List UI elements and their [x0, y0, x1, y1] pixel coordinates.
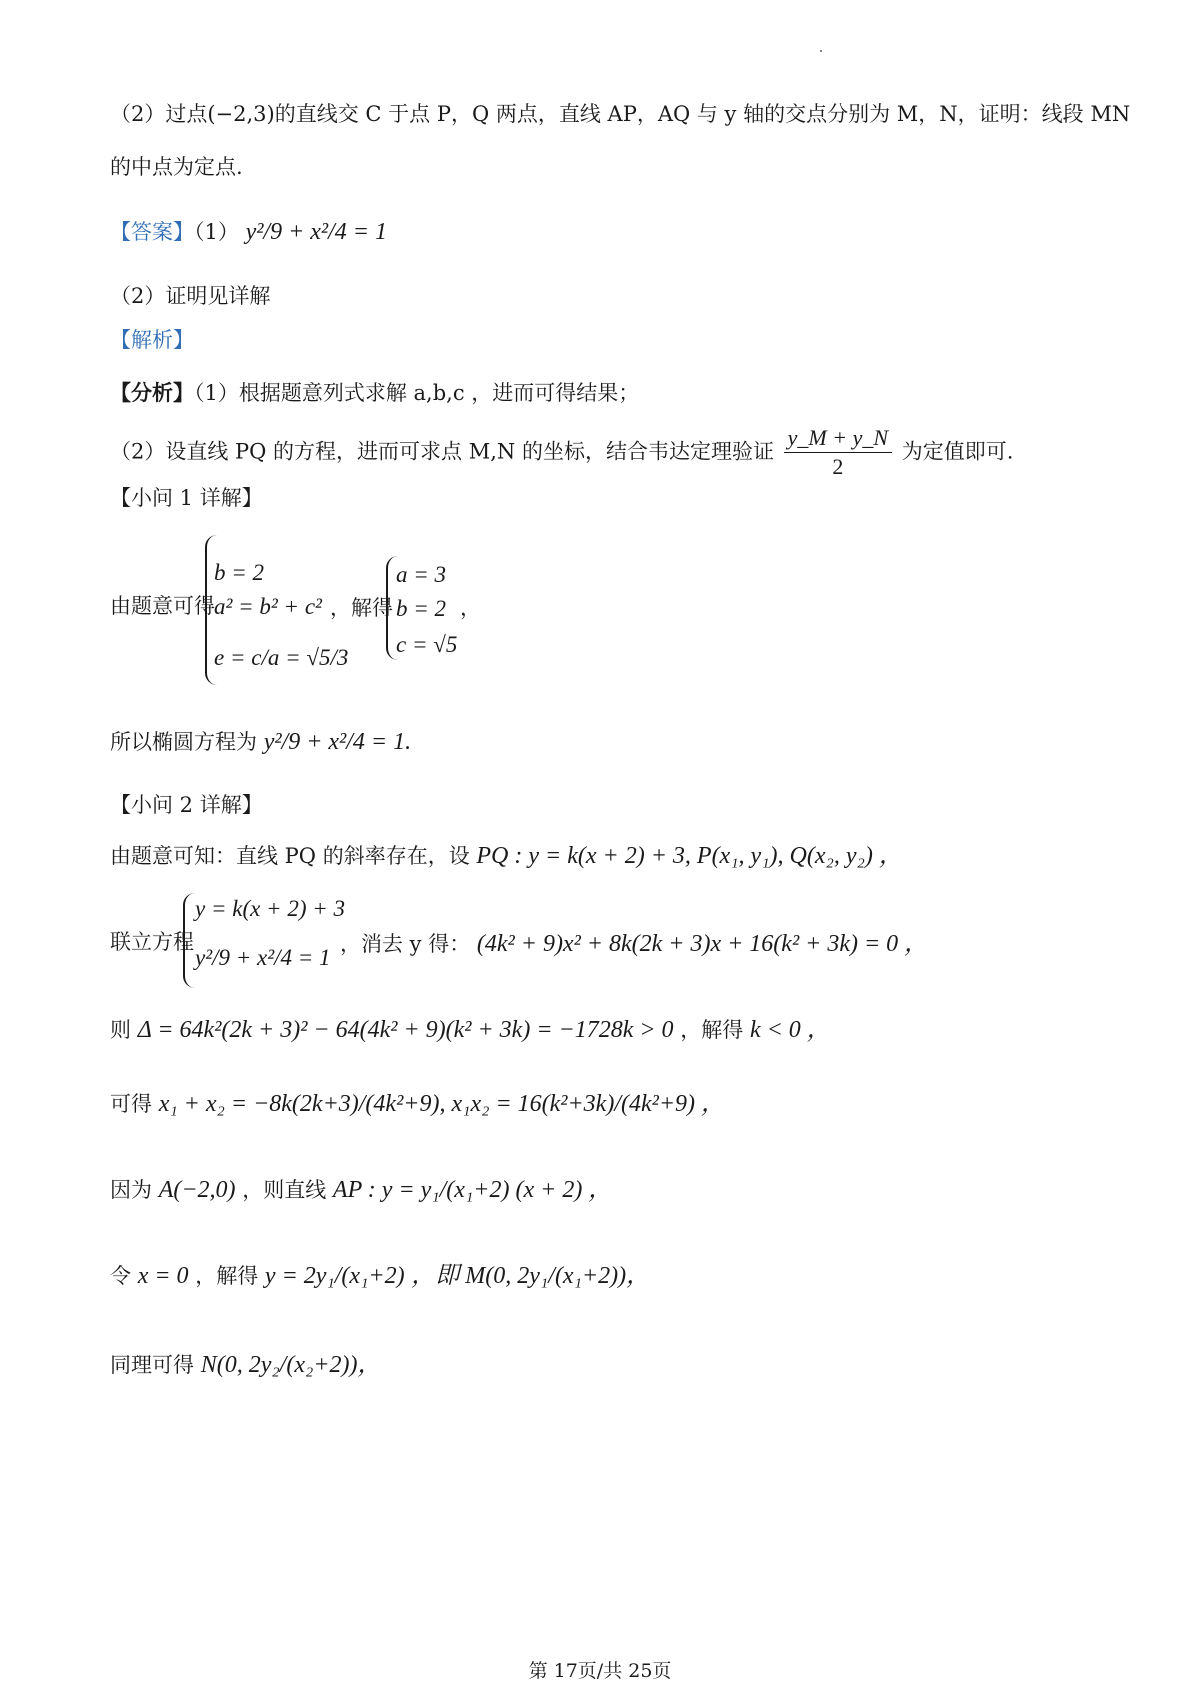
sub2-line1-eq: PQ : y = k(x + 2) + 3, P(x₁, y₁), Q(x₂, y₂) ， — [476, 843, 903, 869]
sub2-line6-eq: x = 0 — [137, 1263, 189, 1289]
sub2-line5-end: AP : y = y₁/(x₁+2) (x + 2) ， — [332, 1177, 613, 1203]
sub2-line6 — [110, 1262, 650, 1291]
sub1-sys2-row3: c = √5 — [396, 632, 458, 657]
sub2-line7-eq: N(0, 2y₂/(x₂+2))， — [200, 1352, 382, 1378]
sub1-end: ， — [460, 596, 481, 620]
sub2-line6-mid: ，解得 — [195, 1264, 259, 1288]
fenxi-1-line — [110, 380, 639, 406]
answer-tag: 【答案】 — [110, 220, 194, 244]
sub1-conclusion — [110, 728, 411, 757]
sub2-line6-m: ，即 M(0, 2y₁/(x₁+2))， — [411, 1263, 651, 1289]
sub2-line3 — [110, 1016, 831, 1045]
fenxi-2-frac — [784, 425, 892, 481]
fenxi-2-line — [110, 425, 1013, 481]
sub2-line2-rest — [340, 930, 928, 959]
sub2-line4 — [110, 1090, 725, 1119]
sub2-title: 【小问 2 详解】 — [110, 793, 263, 817]
fenxi-tag: 【分析】 — [110, 380, 194, 405]
sub2-line6-prefix: 令 — [110, 1264, 131, 1288]
sub2-line5 — [110, 1176, 612, 1205]
fenxi-2-a: （2）设直线 PQ 的方程，进而可求点 M,N 的坐标，结合韦达定理验证 — [110, 439, 774, 464]
sub2-line2-eq: (4k² + 9)x² + 8k(2k + 3)x + 16(k² + 3k) = 0 ， — [476, 931, 929, 957]
sub1-sys1-row3: e = c/a = √5/3 — [214, 645, 349, 670]
sub2-line4-prefix: 可得 — [110, 1092, 152, 1116]
sub2-line5-eq: A(−2,0) — [158, 1177, 236, 1203]
sub1-title: 【小问 1 详解】 — [110, 486, 263, 510]
page-footer: 第 17页/共 25页 — [528, 1660, 672, 1682]
answer-1-eq: y²/9 + x²/4 = 1 — [245, 219, 387, 245]
sub2-sys-row2: y²/9 + x²/4 = 1 — [195, 945, 331, 970]
sub2-line3-end: k < 0 ， — [749, 1017, 831, 1043]
sub1-sys2-row1: a = 3 — [396, 562, 447, 587]
sub1-sys1-row1: b = 2 — [214, 560, 265, 585]
sub1-prefix: 由题意可得 — [110, 594, 215, 618]
fenxi-1: （1）根据题意列式求解 a,b,c ，进而可得结果； — [194, 381, 640, 405]
sub2-line2-mid: ，消去 y 得： — [340, 932, 471, 956]
scan-dot — [820, 50, 822, 52]
sub2-line3-eq: Δ = 64k²(2k + 3)² − 64(4k² + 9)(k² + 3k) = −1728k > 0 — [137, 1017, 674, 1043]
sub1-sys1-row2: a² = b² + c² — [214, 594, 322, 619]
sub1-concl-prefix: 所以椭圆方程为 — [110, 730, 257, 754]
fenxi-2-b: 为定值即可. — [901, 439, 1014, 464]
sub2-line3-mid: ，解得 — [680, 1018, 744, 1042]
sub2-line5-mid: ，则直线 — [242, 1178, 327, 1202]
sub1-concl-eq: y²/9 + x²/4 = 1. — [263, 729, 412, 755]
fenxi-2-frac-num: y_M + y_N — [784, 425, 892, 453]
sub1-mid: ，解得 — [330, 596, 393, 620]
q2-intro-cont: 的中点为定点. — [110, 155, 243, 179]
sub2-line7 — [110, 1351, 382, 1380]
sub2-line1-prefix: 由题意可知：直线 PQ 的斜率存在，设 — [110, 844, 470, 868]
analysis-tag: 【解析】 — [110, 328, 194, 352]
sub2-line4-eq: x₁ + x₂ = −8k(2k+3)/(4k²+9), x₁x₂ = 16(k²+3k)/(4k²+9) ， — [158, 1091, 726, 1117]
sub2-brace — [183, 893, 195, 988]
sub2-line6-y: y = 2y₁/(x₁+2) — [264, 1263, 405, 1289]
sub2-line1 — [110, 842, 903, 871]
fenxi-2-frac-den: 2 — [832, 454, 844, 480]
sub1-sys2-row2: b = 2 — [396, 596, 447, 621]
answer-2: （2）证明见详解 — [110, 284, 271, 308]
answer-1-prefix: （1） — [194, 220, 239, 244]
answer-line — [110, 218, 387, 247]
q2-intro: （2）过点(−2,3)的直线交 C 于点 P，Q 两点，直线 AP，AQ 与 y 轴的交点分别为 M，N，证明：线段 MN — [110, 102, 1131, 126]
sub2-line3-prefix: 则 — [110, 1018, 131, 1042]
sub2-sys-row1: y = k(x + 2) + 3 — [195, 896, 346, 921]
sub2-line7-prefix: 同理可得 — [110, 1353, 194, 1377]
sub2-line5-prefix: 因为 — [110, 1178, 152, 1202]
sub2-line2-prefix: 联立方程 — [110, 930, 194, 954]
